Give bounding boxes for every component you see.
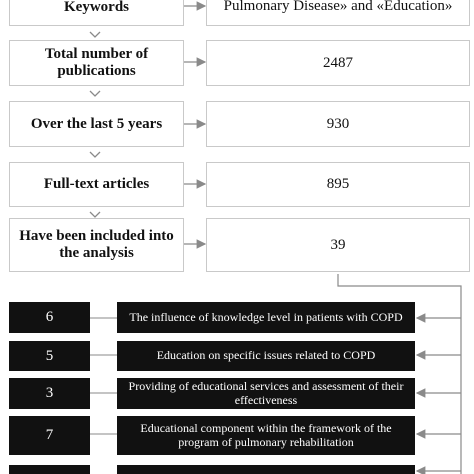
right-value: Pulmonary Disease» and «Education» — [223, 0, 453, 14]
right-value: 930 — [326, 115, 350, 132]
category-label-box — [117, 465, 415, 474]
right-value: 39 — [330, 236, 346, 253]
chevron-down-icon — [90, 152, 100, 157]
chevron-down-icon — [90, 91, 100, 96]
right-box-total — [206, 40, 470, 86]
category-label-box — [117, 416, 415, 455]
category-label-box — [117, 378, 415, 409]
category-count-value: 3 — [45, 385, 54, 402]
right-box-fulltext — [206, 162, 470, 207]
category-count — [9, 341, 90, 371]
right-value: 895 — [326, 176, 350, 193]
category-count — [9, 465, 90, 474]
category-label: Educational component within the framework of the program of pulmonary rehabilitation — [140, 421, 392, 449]
chevron-down-icon — [90, 212, 100, 217]
left-box-total — [9, 40, 184, 86]
category-label: Providing of educational services and assessment of their effectiveness — [128, 379, 404, 407]
left-label: Full-text articles — [43, 176, 150, 193]
left-box-fulltext — [9, 162, 184, 207]
category-count — [9, 302, 90, 333]
category-label: Education on specific issues related to COPD — [156, 348, 376, 363]
chevron-down-icon — [90, 32, 100, 37]
category-label-box — [117, 341, 415, 371]
left-box-last5 — [9, 101, 184, 147]
left-label: Have been included into the analysis — [19, 228, 174, 261]
left-box-included — [9, 218, 184, 272]
category-count-value: 6 — [45, 309, 54, 326]
right-box-keywords — [206, 0, 470, 26]
category-count-value: 5 — [45, 347, 54, 364]
category-count — [9, 378, 90, 409]
category-label: The influence of knowledge level in patients with COPD — [129, 309, 403, 324]
right-value: 2487 — [323, 54, 353, 71]
left-label: Total number of publications — [44, 46, 149, 79]
left-label: Over the last 5 years — [30, 115, 163, 132]
category-label-box — [117, 302, 415, 333]
left-label: Keywords — [64, 0, 129, 15]
right-box-last5 — [206, 101, 470, 147]
left-box-keywords — [9, 0, 184, 26]
category-count-value: 7 — [45, 427, 54, 444]
category-count — [9, 416, 90, 455]
right-box-included — [206, 218, 470, 272]
